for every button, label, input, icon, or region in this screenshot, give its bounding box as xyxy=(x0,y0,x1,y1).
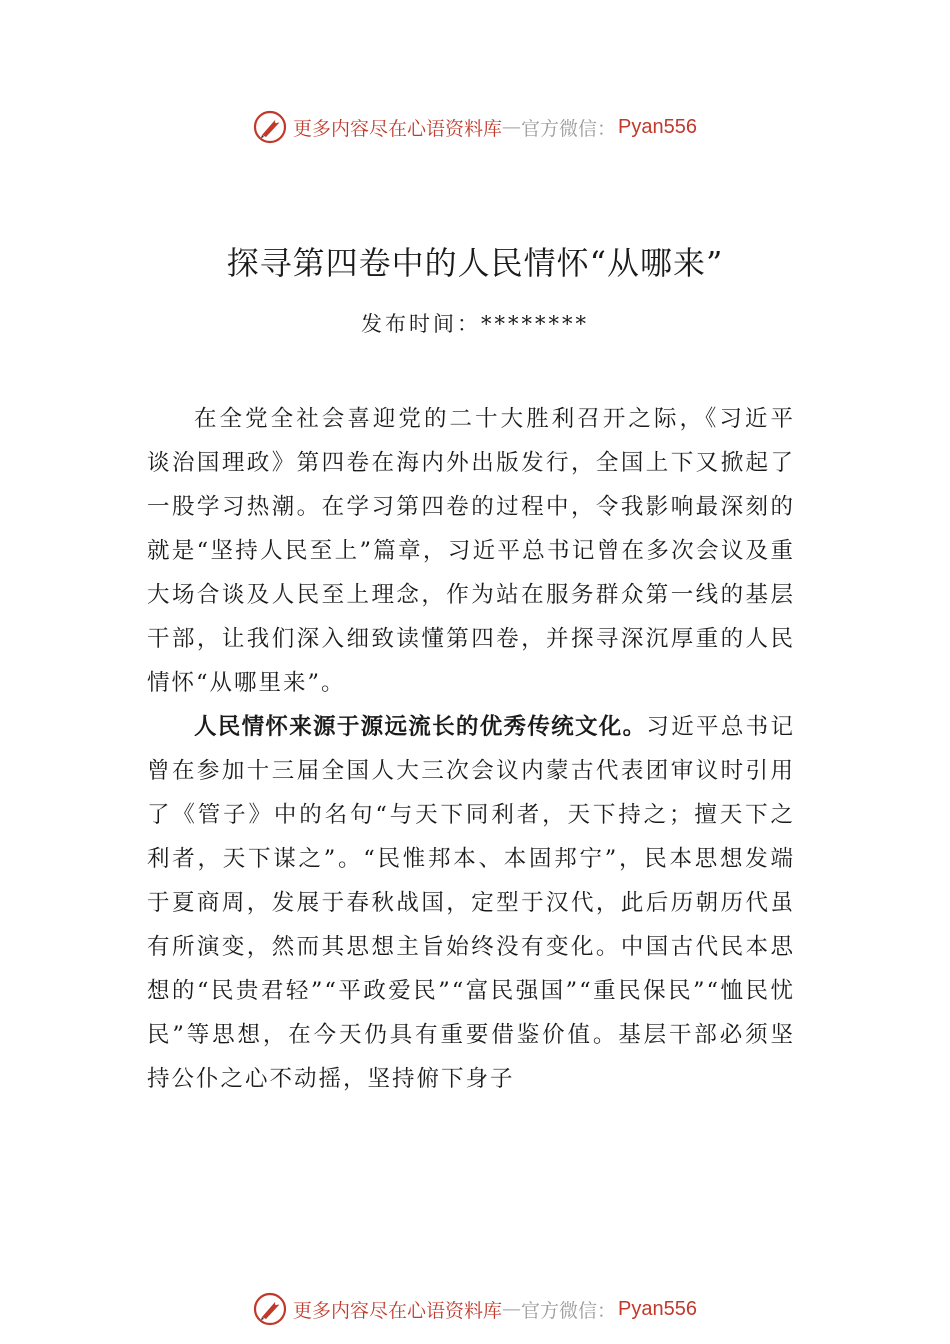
article-body xyxy=(147,397,795,1101)
watermark-wechat-label: 官方微信： xyxy=(521,117,617,140)
watermark-brand: 更多内容尽在心语资料库 xyxy=(293,117,503,140)
pen-nib-logo-icon xyxy=(253,1292,287,1326)
paragraph-2-text: 习近平总书记曾在参加十三届全国人大三次会议内蒙古代表团审议时引用了《管子》中的名句“与天下同利者，天下持之；擅天下之利者，天下谋之”。“民惟邦本、本固邦宁”，民本思想发端于夏商周，发展于春秋战国，定型于汉代，此后历朝历代虽有所演变，然而其思想主旨始终没有变化。中国古代民本思想的“民贵君轻”“平政爱民”“富民强国”“重民保民”“恤民忧民”等思想，在今天仍具有重要借鉴价值。基层干部必须坚持公仆之心不动摇，坚持俯下身子 xyxy=(147,714,795,1092)
watermark-dash: — xyxy=(502,1298,522,1320)
page-title: 探寻第四卷中的人民情怀“从哪来” xyxy=(226,244,724,282)
footer-watermark xyxy=(0,1289,950,1329)
watermark-brand: 更多内容尽在心语资料库 xyxy=(293,1299,503,1322)
paragraph-2-lead: 人民情怀来源于源远流长的优秀传统文化。 xyxy=(194,714,647,740)
publish-time: 发布时间：******** xyxy=(361,312,589,336)
paragraph-1-text: 在全党全社会喜迎党的二十大胜利召开之际，《习近平谈治国理政》第四卷在海内外出版发行，全国上下又掀起了一股学习热潮。在学习第四卷的过程中，令我影响最深刻的就是“坚持人民至上”篇章，习近平总书记曾在多次会议及重大场合谈及人民至上理念，作为站在服务群众第一线的基层干部，让我们深入细致读懂第四卷，并探寻深沉厚重的人民情怀“从哪里来”。 xyxy=(147,406,795,696)
watermark-wechat-label: 官方微信： xyxy=(521,1299,617,1322)
watermark-wechat-id: Pyan556 xyxy=(618,115,697,138)
paragraph-1 xyxy=(147,397,795,705)
paragraph-2 xyxy=(147,705,795,1101)
watermark-dash: — xyxy=(502,116,522,138)
header-watermark xyxy=(0,107,950,147)
pen-nib-logo-icon xyxy=(253,110,287,144)
watermark-wechat-id: Pyan556 xyxy=(618,1297,697,1320)
